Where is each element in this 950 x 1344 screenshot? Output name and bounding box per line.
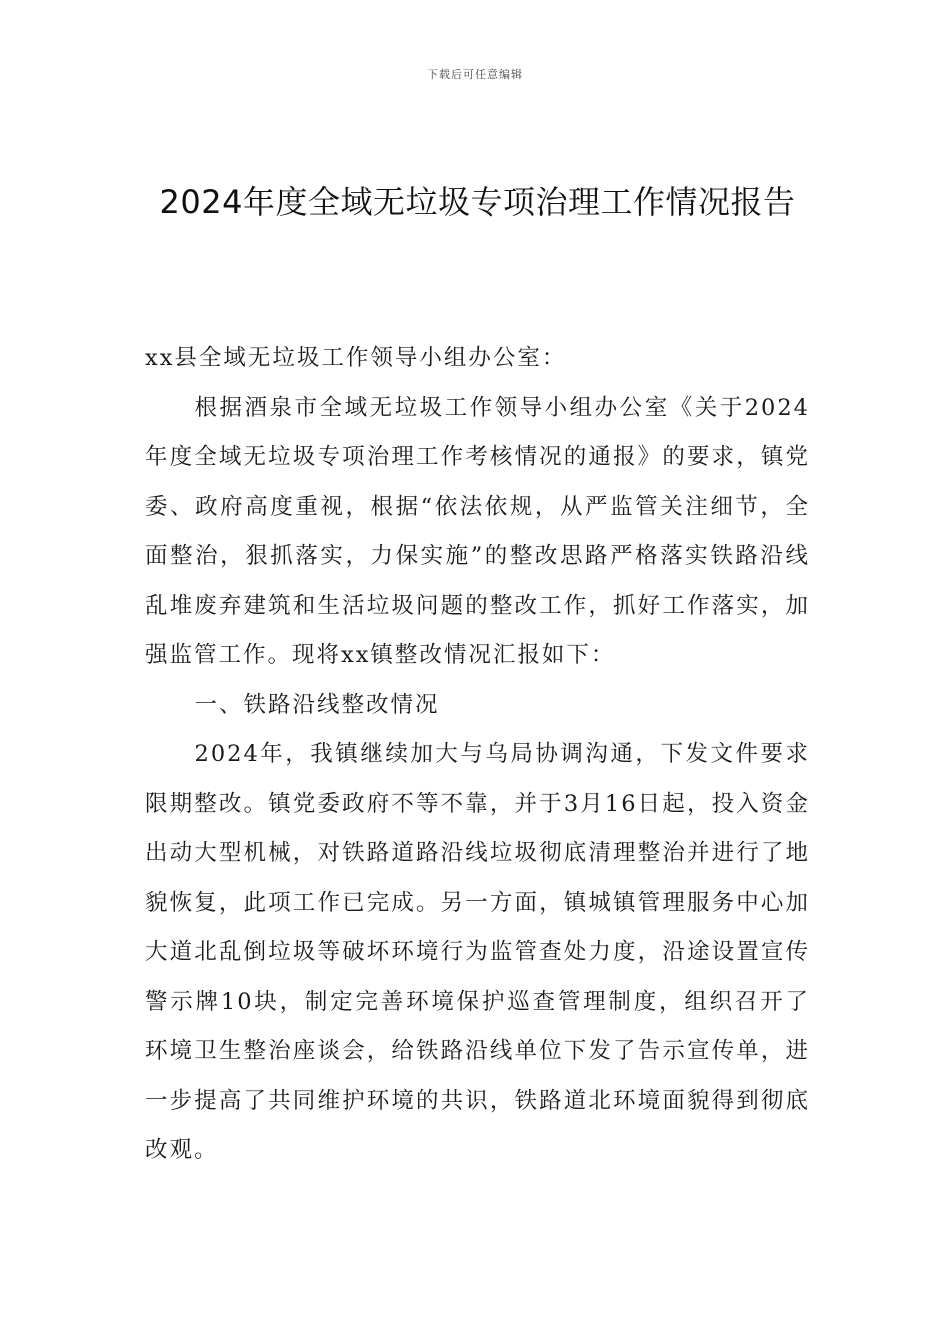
salutation: xx县全域无垃圾工作领导小组办公室： xyxy=(145,345,567,371)
document-title: 2024年度全域无垃圾专项治理工作情况报告 xyxy=(159,183,796,221)
paragraph-railway-rectification: 2024年，我镇继续加大与乌局协调沟通，下发文件要求限期整改。镇党委政府不等不靠，并于3月16日起，投入资金出动大型机械，对铁路道路沿线垃圾彻底清理整治并进行了地貌恢复，此项工作已完成。另一方面，镇城镇管理服务中心加大道北乱倒垃圾等破坏环境行为监管查处力度，沿途设置宣传警示牌10块，制定完善环境保护巡查管理制度，组织召开了环境卫生整治座谈会，给铁路沿线单位下发了告示宣传单，进一步提高了共同维护环境的共识，铁路道北环境面貌得到彻底改观。 xyxy=(145,741,810,1163)
section-heading-railway: 一、铁路沿线整改情况 xyxy=(194,691,440,718)
document-body xyxy=(145,334,810,1176)
page-header-note: 下载后可任意编辑 xyxy=(427,68,523,81)
paragraph-intro: 根据酒泉市全域无垃圾工作领导小组办公室《关于2024年度全域无垃圾专项治理工作考核情况的通报》的要求，镇党委、政府高度重视，根据“依法依规，从严监管关注细节，全面整治，狠抓落实，力保实施”的整改思路严格落实铁路沿线乱堆废弃建筑和生活垃圾问题的整改工作，抓好工作落实，加强监管工作。现将xx镇整改情况汇报如下： xyxy=(145,394,810,668)
